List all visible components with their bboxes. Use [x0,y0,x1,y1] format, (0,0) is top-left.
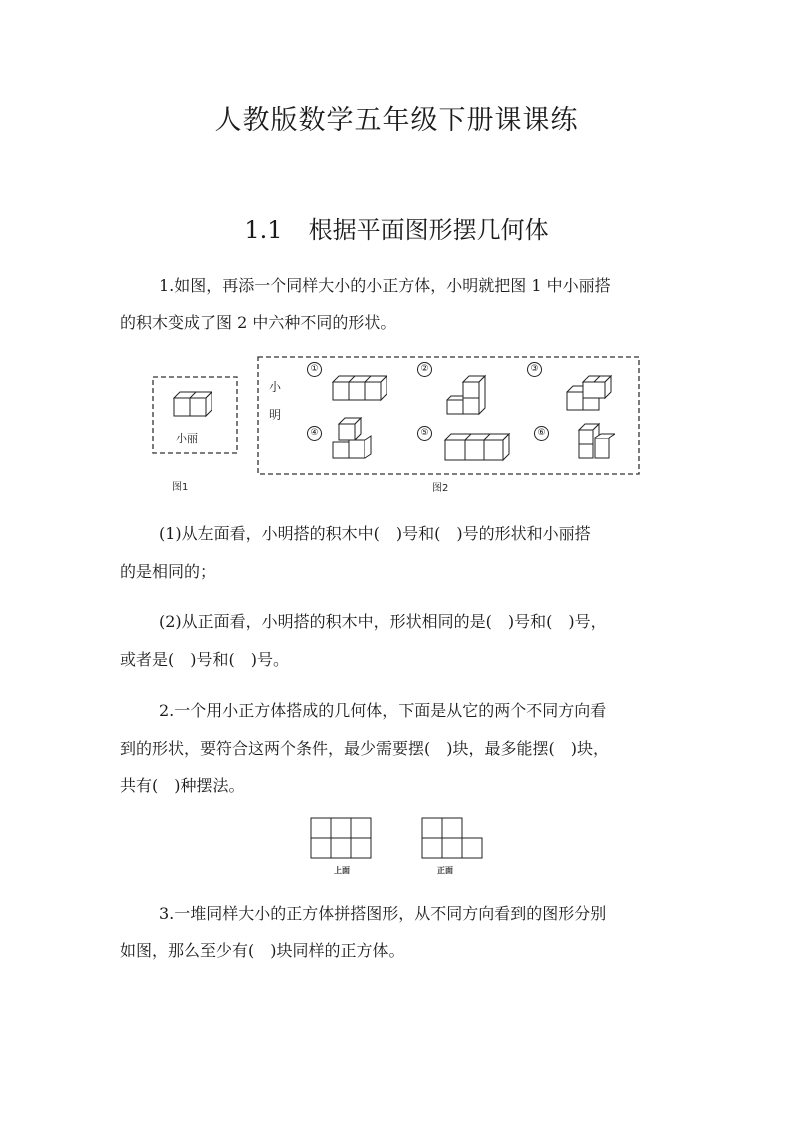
figure-1-label: 小丽 [176,432,198,445]
q1-sub2-line-2: 或者是( )号和( )号。 [120,650,289,669]
top-view-label: 上面 [334,866,350,875]
option-2-cubes [445,374,489,416]
q3-text-line-2: 如图，那么至少有( )块同样的正方体。 [120,941,405,960]
q2-text-line-3: 共有( )种摆法。 [120,776,245,795]
q2-text-line-1: 2.一个用小正方体搭成的几何体，下面是从它的两个不同方向看 [159,701,607,720]
figure-2-caption: 图2 [432,483,449,494]
option-4-cubes [331,416,379,460]
option-5-cubes [443,430,513,464]
section-heading [0,210,793,245]
q1-sub1-line-2: 的是相同的； [120,562,217,581]
q3-text-line-1: 3.一堆同样大小的正方体拼搭图形，从不同方向看到的图形分别 [159,904,607,923]
q2-text-line-2: 到的形状，要符合这两个条件，最少需要摆( )块，最多能摆( )块， [120,739,609,758]
top-view-grid [310,817,372,859]
option-4-number: ④ [307,426,322,441]
option-6-cubes [575,422,615,462]
option-5-number: ⑤ [417,426,432,441]
q1-text-line-1: 1.如图，再添一个同样大小的小正方体，小明就把图 1 中小丽搭 [159,276,611,295]
option-3-cubes [565,374,613,412]
option-6-number: ⑥ [534,426,549,441]
figure-2-side-label-2: 明 [269,408,282,422]
q1-sub2-line-1: (2)从正面看，小明搭的积木中，形状相同的是( )号和( )号， [159,612,607,631]
option-3-number: ③ [527,362,542,377]
section-title: 根据平面图形摆几何体 [308,216,549,244]
front-view-label: 正面 [437,866,453,875]
figure-2 [257,356,640,475]
option-1-cubes [331,372,387,404]
q1-text-line-2: 的积木变成了图 2 中六种不同的形状。 [120,313,397,332]
page-title: 人教版数学五年级下册课课练 [214,105,579,136]
section-number: 1.1 [244,216,283,244]
figure-2-side-label-1: 小 [269,380,282,394]
figure-1-caption: 图1 [172,482,189,493]
figure-1-cubes [172,388,212,418]
q1-sub1-line-1: (1)从左面看，小明搭的积木中( )号和( )号的形状和小丽搭 [159,524,591,543]
figure-1 [152,376,238,454]
option-1-number: ① [307,362,322,377]
front-view-grid [421,817,483,859]
option-2-number: ② [417,362,432,377]
